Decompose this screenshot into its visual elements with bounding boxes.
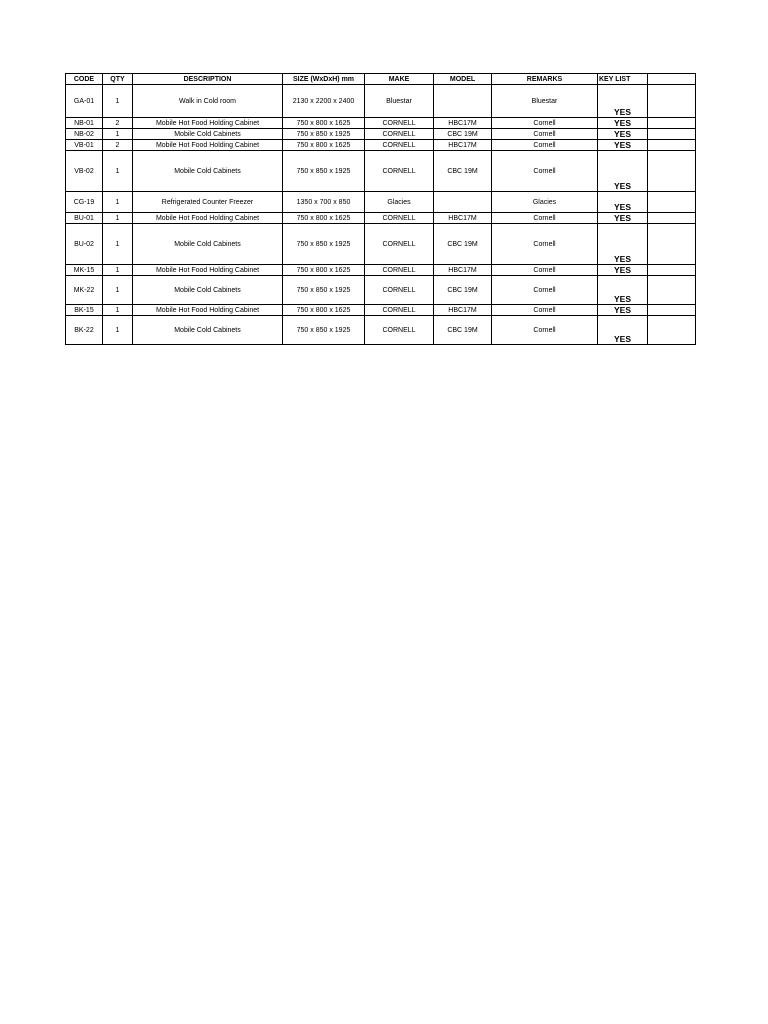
table-row: [66, 265, 696, 276]
cell-model: HBC17M: [434, 265, 492, 276]
cell-code: BU-01: [66, 213, 103, 224]
cell-extra: [648, 118, 696, 129]
cell-size: 750 x 800 x 1625: [283, 213, 365, 224]
cell-model: HBC17M: [434, 118, 492, 129]
table-row: [66, 151, 696, 192]
cell-description: Mobile Cold Cabinets: [133, 151, 283, 192]
cell-code: GA-01: [66, 85, 103, 118]
header-model: MODEL: [434, 74, 492, 85]
cell-remarks: Cornell: [492, 265, 598, 276]
header-description: DESCRIPTION: [133, 74, 283, 85]
cell-size: 750 x 800 x 1625: [283, 140, 365, 151]
cell-qty: 1: [103, 276, 133, 305]
cell-remarks: Cornell: [492, 129, 598, 140]
cell-key-list: YES: [598, 192, 648, 213]
cell-make: CORNELL: [365, 213, 434, 224]
cell-make: CORNELL: [365, 276, 434, 305]
table-row: [66, 192, 696, 213]
cell-size: 750 x 850 x 1925: [283, 129, 365, 140]
cell-description: Mobile Hot Food Holding Cabinet: [133, 265, 283, 276]
header-extra: [648, 74, 696, 85]
cell-model: CBC 19M: [434, 276, 492, 305]
cell-size: 750 x 850 x 1925: [283, 224, 365, 265]
cell-model: HBC17M: [434, 140, 492, 151]
table-row: [66, 305, 696, 316]
cell-extra: [648, 85, 696, 118]
cell-size: 750 x 800 x 1625: [283, 305, 365, 316]
cell-key-list: YES: [598, 224, 648, 265]
cell-make: CORNELL: [365, 129, 434, 140]
header-make: MAKE: [365, 74, 434, 85]
cell-description: Mobile Cold Cabinets: [133, 316, 283, 345]
cell-key-list: YES: [598, 305, 648, 316]
cell-remarks: Cornell: [492, 118, 598, 129]
cell-extra: [648, 213, 696, 224]
cell-extra: [648, 305, 696, 316]
cell-description: Mobile Hot Food Holding Cabinet: [133, 305, 283, 316]
cell-extra: [648, 140, 696, 151]
cell-make: CORNELL: [365, 118, 434, 129]
table-row: [66, 129, 696, 140]
cell-description: Mobile Cold Cabinets: [133, 224, 283, 265]
cell-code: BU-02: [66, 224, 103, 265]
cell-remarks: Cornell: [492, 140, 598, 151]
cell-code: BK-15: [66, 305, 103, 316]
cell-qty: 1: [103, 305, 133, 316]
header-qty: QTY: [103, 74, 133, 85]
table-row: [66, 213, 696, 224]
cell-remarks: Cornell: [492, 224, 598, 265]
cell-make: CORNELL: [365, 151, 434, 192]
cell-make: CORNELL: [365, 224, 434, 265]
cell-description: Walk in Cold room: [133, 85, 283, 118]
cell-code: VB-01: [66, 140, 103, 151]
header-remarks: REMARKS: [492, 74, 598, 85]
cell-remarks: Glacies: [492, 192, 598, 213]
cell-model: [434, 192, 492, 213]
cell-qty: 1: [103, 224, 133, 265]
cell-model: CBC 19M: [434, 224, 492, 265]
cell-model: CBC 19M: [434, 151, 492, 192]
cell-remarks: Cornell: [492, 305, 598, 316]
cell-key-list: YES: [598, 118, 648, 129]
cell-key-list: YES: [598, 85, 648, 118]
cell-description: Mobile Cold Cabinets: [133, 129, 283, 140]
cell-remarks: Bluestar: [492, 85, 598, 118]
cell-extra: [648, 151, 696, 192]
cell-description: Mobile Hot Food Holding Cabinet: [133, 213, 283, 224]
header-size: SIZE (WxDxH) mm: [283, 74, 365, 85]
cell-key-list: YES: [598, 140, 648, 151]
cell-code: MK-15: [66, 265, 103, 276]
cell-size: 750 x 800 x 1625: [283, 265, 365, 276]
cell-qty: 1: [103, 213, 133, 224]
cell-code: NB-01: [66, 118, 103, 129]
cell-key-list: YES: [598, 276, 648, 305]
header-key-list: KEY LIST: [598, 74, 648, 85]
cell-size: 750 x 850 x 1925: [283, 151, 365, 192]
cell-key-list: YES: [598, 213, 648, 224]
cell-extra: [648, 276, 696, 305]
cell-make: CORNELL: [365, 140, 434, 151]
cell-extra: [648, 129, 696, 140]
cell-extra: [648, 265, 696, 276]
cell-qty: 1: [103, 192, 133, 213]
header-code: CODE: [66, 74, 103, 85]
cell-make: CORNELL: [365, 305, 434, 316]
cell-remarks: Cornell: [492, 276, 598, 305]
cell-make: Glacies: [365, 192, 434, 213]
cell-model: CBC 19M: [434, 316, 492, 345]
cell-description: Mobile Hot Food Holding Cabinet: [133, 140, 283, 151]
cell-qty: 1: [103, 316, 133, 345]
cell-description: Refrigerated Counter Freezer: [133, 192, 283, 213]
cell-code: VB-02: [66, 151, 103, 192]
cell-size: 750 x 800 x 1625: [283, 118, 365, 129]
cell-key-list: YES: [598, 265, 648, 276]
cell-qty: 1: [103, 151, 133, 192]
cell-make: Bluestar: [365, 85, 434, 118]
cell-size: 750 x 850 x 1925: [283, 276, 365, 305]
cell-code: CG-19: [66, 192, 103, 213]
cell-size: 2130 x 2200 x 2400: [283, 85, 365, 118]
cell-extra: [648, 316, 696, 345]
cell-qty: 1: [103, 265, 133, 276]
cell-key-list: YES: [598, 129, 648, 140]
cell-qty: 1: [103, 85, 133, 118]
table-row: [66, 224, 696, 265]
cell-model: HBC17M: [434, 213, 492, 224]
cell-description: Mobile Cold Cabinets: [133, 276, 283, 305]
cell-extra: [648, 224, 696, 265]
cell-model: [434, 85, 492, 118]
cell-make: CORNELL: [365, 265, 434, 276]
cell-qty: 2: [103, 118, 133, 129]
cell-remarks: Cornell: [492, 151, 598, 192]
table-row: [66, 316, 696, 345]
cell-make: CORNELL: [365, 316, 434, 345]
equipment-table: [65, 73, 696, 345]
table-row: [66, 118, 696, 129]
cell-key-list: YES: [598, 316, 648, 345]
cell-size: 1350 x 700 x 850: [283, 192, 365, 213]
cell-size: 750 x 850 x 1925: [283, 316, 365, 345]
header-row: [66, 74, 696, 85]
cell-key-list: YES: [598, 151, 648, 192]
cell-code: NB-02: [66, 129, 103, 140]
cell-qty: 2: [103, 140, 133, 151]
cell-remarks: Cornell: [492, 316, 598, 345]
cell-code: BK-22: [66, 316, 103, 345]
cell-remarks: Cornell: [492, 213, 598, 224]
cell-description: Mobile Hot Food Holding Cabinet: [133, 118, 283, 129]
table-row: [66, 276, 696, 305]
table-row: [66, 85, 696, 118]
equipment-sheet: [65, 73, 696, 345]
table-row: [66, 140, 696, 151]
cell-qty: 1: [103, 129, 133, 140]
cell-model: CBC 19M: [434, 129, 492, 140]
cell-extra: [648, 192, 696, 213]
cell-model: HBC17M: [434, 305, 492, 316]
cell-code: MK-22: [66, 276, 103, 305]
